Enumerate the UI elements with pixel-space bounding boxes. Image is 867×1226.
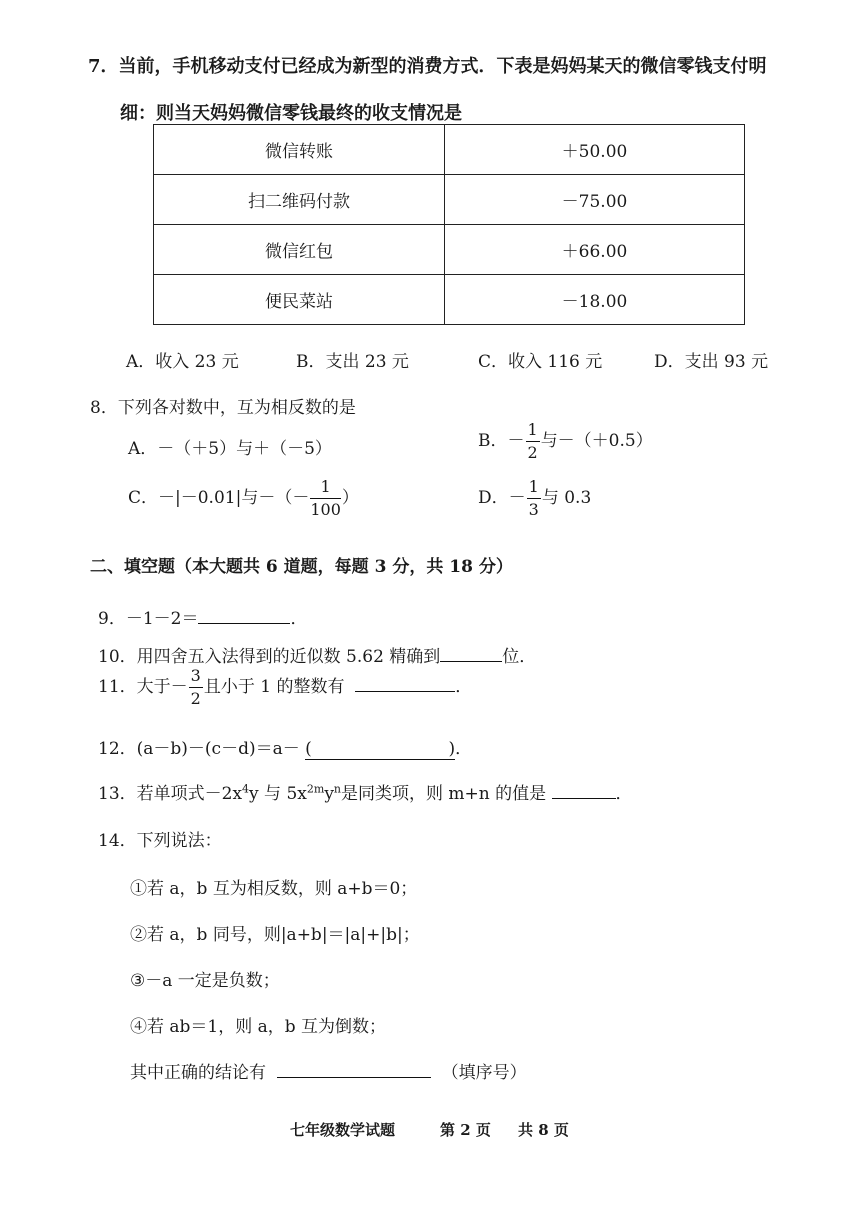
q14-statement-2: ②若 a，b 同号，则|a+b|＝|a|+|b|；: [130, 925, 420, 945]
q7-option-c: C．收入 116 元: [478, 352, 603, 372]
q7-option-b: B．支出 23 元: [296, 352, 409, 372]
footer-page-number: 第 2 页: [440, 1121, 491, 1139]
q14-conclusion-text: 其中正确的结论有: [130, 1063, 266, 1083]
answer-blank[interactable]: [552, 784, 616, 799]
q7-stem-line1: 7．当前，手机移动支付已经成为新型的消费方式．下表是妈妈某天的微信零钱支付明: [88, 56, 767, 77]
fraction-numerator: 1: [310, 479, 341, 499]
q14-stem: 14．下列说法：: [98, 831, 222, 851]
q14-statement-1: ①若 a，b 互为相反数，则 a+b＝0；: [130, 879, 418, 899]
table-cell-amount: ＋66.00: [445, 225, 745, 275]
exponent: 2m: [306, 782, 325, 796]
q14-note: （填序号）: [441, 1063, 527, 1083]
table-cell-item: 扫二维码付款: [154, 175, 445, 225]
q14-conclusion: [130, 1058, 527, 1083]
close-paren: ): [448, 739, 456, 759]
q9-period: ．: [290, 609, 308, 629]
answer-blank[interactable]: [277, 1063, 431, 1078]
fraction-numerator: 3: [189, 668, 203, 688]
q7-option-a: A．收入 23 元: [126, 352, 239, 372]
exponent: 4: [242, 782, 250, 796]
q13-text: 是同类项，则 m+n 的值是: [341, 784, 547, 804]
q9: [98, 604, 307, 629]
q10-text: 10．用四舍五入法得到的近似数 5.62 精确到: [98, 647, 441, 667]
table-row: [154, 125, 745, 175]
q8-option-c-prefix: C．－|－0.01|与－（－: [128, 488, 310, 508]
q11: [98, 668, 472, 707]
fraction-denominator: 2: [190, 689, 201, 708]
q13-period: ．: [615, 784, 633, 804]
answer-blank[interactable]: [355, 677, 455, 692]
table-row: [154, 225, 745, 275]
q11-text: 且小于 1 的整数有: [203, 677, 345, 697]
q8-stem: 8．下列各对数中，互为相反数的是: [90, 398, 356, 418]
q8-option-b-suffix: 与－（＋0.5）: [540, 431, 653, 451]
fraction: [310, 479, 341, 518]
table-cell-item: 微信红包: [154, 225, 445, 275]
fraction: [189, 668, 203, 707]
section-heading: 二、填空题（本大题共 6 道题，每题 3 分，共 18 分）: [90, 557, 513, 577]
fraction-denominator: 100: [310, 500, 341, 519]
fraction-denominator: 2: [527, 443, 538, 462]
open-paren: (: [305, 739, 312, 759]
payment-table: [153, 124, 745, 325]
q14-statement-4: ④若 ab＝1，则 a，b 互为倒数；: [130, 1017, 387, 1037]
table-row: [154, 275, 745, 325]
q8-option-d-suffix: 与 0.3: [541, 488, 592, 508]
q8-option-c: [128, 479, 359, 518]
q9-text: 9．－1－2＝: [98, 609, 199, 629]
fraction-numerator: 1: [527, 479, 541, 499]
table-cell-amount: －75.00: [445, 175, 745, 225]
q7-option-d: D．支出 93 元: [654, 352, 769, 372]
q8-option-b-prefix: B．－: [478, 431, 525, 451]
q8-option-a: A．－（＋5）与＋（－5）: [128, 439, 332, 459]
table-row: [154, 175, 745, 225]
q8-option-d: [478, 479, 591, 518]
q10: [98, 642, 536, 667]
q7-stem-line2: 细：则当天妈妈微信零钱最终的收支情况是: [120, 103, 462, 124]
q8-option-c-suffix: ）: [341, 488, 359, 508]
q13-text: y: [324, 784, 334, 804]
q12-period: ．: [455, 739, 473, 759]
q11-period: ．: [455, 677, 473, 697]
fraction-denominator: 3: [528, 500, 539, 519]
q10-suffix: 位．: [502, 647, 537, 667]
footer-total-pages: 共 8 页: [518, 1121, 569, 1139]
answer-blank[interactable]: [440, 647, 502, 662]
table-cell-amount: －18.00: [445, 275, 745, 325]
q8-option-b: [478, 422, 653, 461]
q13-prefix: 13．若单项式－2x: [98, 784, 243, 804]
q8-option-d-prefix: D．－: [478, 488, 526, 508]
answer-blank[interactable]: [305, 739, 455, 760]
table-cell-amount: ＋50.00: [445, 125, 745, 175]
q12: [98, 734, 472, 760]
table-cell-item: 便民菜站: [154, 275, 445, 325]
q12-text: 12．(a－b)－(c－d)＝a－: [98, 739, 300, 759]
exponent: n: [333, 782, 342, 796]
q14-statement-3: ③－a 一定是负数；: [130, 971, 280, 991]
q13-text: y 与 5x: [249, 784, 307, 804]
fraction-numerator: 1: [526, 422, 540, 442]
answer-blank[interactable]: [198, 609, 290, 624]
fraction: [526, 422, 540, 461]
q11-prefix: 11．大于－: [98, 677, 188, 697]
table-cell-item: 微信转账: [154, 125, 445, 175]
q13: [98, 779, 633, 804]
footer-subject: 七年级数学试题: [290, 1121, 396, 1139]
fraction: [527, 479, 541, 518]
